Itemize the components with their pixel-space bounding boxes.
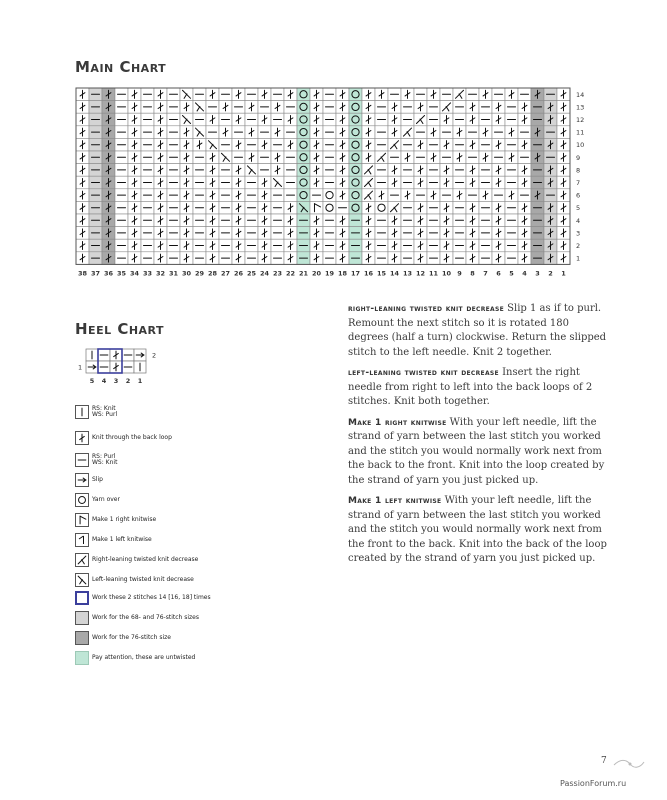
chart-cell: [297, 88, 310, 101]
column-number: 15: [376, 269, 387, 278]
knit-icon: [75, 405, 89, 419]
legend-item: [75, 533, 152, 547]
legend-label: RS: Purl WS: Knit: [92, 452, 118, 466]
legend-item: [75, 573, 194, 587]
chart-cell: [375, 201, 388, 214]
column-number: 2: [125, 377, 131, 385]
row-number: 13: [576, 103, 585, 112]
legend-item: [75, 513, 156, 527]
column-number: 4: [522, 269, 527, 278]
chart-cell: [297, 176, 310, 189]
column-number: 3: [535, 269, 540, 278]
legend-label: Left-leaning twisted knit decrease: [92, 575, 194, 583]
chart-cell: [297, 126, 310, 139]
row-number: 3: [576, 229, 581, 238]
column-number: 28: [207, 269, 218, 278]
gray-icon: [75, 631, 89, 645]
column-number: 30: [181, 269, 192, 278]
column-number: 20: [311, 269, 322, 278]
column-number: 12: [415, 269, 426, 278]
column-number: 32: [155, 269, 166, 278]
row-number: 7: [576, 179, 581, 187]
legend-label: Work for the 76-stitch size: [92, 633, 171, 641]
ornament-flourish: [612, 757, 646, 771]
heel-chart: [0, 340, 200, 390]
column-number: 19: [324, 269, 335, 278]
column-number: 22: [285, 269, 296, 278]
column-number: 21: [298, 269, 309, 278]
chart-cell: [349, 138, 362, 151]
legend-label: RS: Knit WS: Purl: [92, 404, 118, 418]
column-number: 16: [363, 269, 374, 278]
column-number: 1: [561, 269, 566, 278]
chart-cell: [297, 189, 310, 202]
chart-cell: [349, 88, 362, 101]
chart-cell: [349, 126, 362, 139]
chart-cell: [310, 201, 323, 214]
chart-cell: [297, 113, 310, 126]
column-number: 5: [509, 269, 514, 278]
chart-cell: [349, 176, 362, 189]
chart-cell: [297, 164, 310, 177]
column-number: 24: [259, 269, 270, 278]
legend-item: [75, 611, 199, 625]
column-number: 10: [441, 269, 452, 278]
slip-icon: [75, 473, 89, 487]
row-number: 1: [576, 254, 581, 263]
legend-item: [75, 631, 171, 645]
legend-item: [75, 493, 120, 507]
chart-cell: [349, 189, 362, 202]
column-number: 36: [103, 269, 114, 278]
mint-icon: [75, 651, 89, 665]
legend-item: [75, 591, 211, 605]
instruction-lltd: left-leaning twisted knit decrease Insert the right needle from right to left into the back loops of 2 stitches. Knit both together.: [348, 367, 593, 407]
column-number: 9: [457, 269, 462, 278]
row-number: 6: [576, 191, 581, 200]
column-number: 1: [137, 377, 143, 385]
legend-label: Work these 2 stitches 14 [16, 18] times: [92, 593, 211, 601]
legend-label: Pay attention, these are untwisted: [92, 653, 196, 661]
instruction-m1r: Make 1 right knitwise With your left needle, lift the strand of yarn between the last stitch you worked and the stitch you would normally work next from the back to the front. Knit into the loop created by the strand of yarn you just picked up.: [348, 416, 605, 486]
column-number: 31: [168, 269, 179, 278]
legend-label: Slip: [92, 475, 103, 483]
chart-cell: [349, 113, 362, 126]
row-number: 2: [576, 242, 581, 250]
lightgray-icon: [75, 611, 89, 625]
legend-item: [75, 473, 103, 487]
legend-item: [75, 453, 117, 467]
legend-item: [75, 405, 117, 419]
heel-chart-title: Heel Chart: [75, 320, 165, 338]
column-number: 27: [220, 269, 231, 278]
column-number: 23: [272, 269, 283, 278]
chart-cell: [323, 201, 336, 214]
column-number: 25: [246, 269, 257, 278]
lltd-icon: [75, 573, 89, 587]
column-number: 37: [90, 269, 101, 278]
column-number: 35: [116, 269, 127, 278]
legend-label: Yarn over: [92, 495, 120, 503]
instruction-m1l: Make 1 left knitwise With your left needle, lift the strand of yarn between the last stitch you worked and the stitch you would normally work next from the front to the back. Knit into the back of the loop created by the strand of yarn you just picked up.: [348, 495, 607, 564]
column-number: 29: [194, 269, 205, 278]
legend-label: Make 1 left knitwise: [92, 535, 152, 543]
column-number: 11: [428, 269, 439, 278]
m1r-icon: [75, 513, 89, 527]
column-number: 14: [389, 269, 400, 278]
chart-cell: [349, 151, 362, 164]
m1l-icon: [75, 533, 89, 547]
row-number: 14: [576, 90, 585, 99]
chart-cell: [349, 201, 362, 214]
main-chart-title: Main Chart: [75, 58, 167, 76]
column-number: 38: [77, 269, 88, 278]
column-number: 34: [129, 269, 140, 278]
chart-cell: [349, 164, 362, 177]
legend-item: [75, 553, 198, 567]
repeat-icon: [75, 591, 89, 605]
instruction-rltd: right-leaning twisted knit decrease Slip 1 as if to purl. Remount the next stitch so it is rotated 180 degrees (half a turn) clockwise. Return the slipped stitch to the left needle. Knit 2 together.: [348, 303, 607, 358]
column-number: 4: [101, 377, 107, 385]
instructions-panel: [348, 302, 610, 573]
row-number: 11: [576, 128, 585, 137]
column-number: 5: [89, 377, 95, 385]
row-number: 2: [152, 351, 157, 360]
column-number: 18: [337, 269, 348, 278]
chart-cell: [297, 101, 310, 114]
chart-cell: [323, 189, 336, 202]
yo-icon: [75, 493, 89, 507]
legend-label: Make 1 right knitwise: [92, 515, 157, 523]
legend-label: Right-leaning twisted knit decrease: [92, 555, 199, 563]
purl-icon: [75, 453, 89, 467]
column-number: 3: [113, 377, 119, 385]
legend-item: [75, 431, 172, 445]
watermark: PassionForum.ru: [560, 779, 627, 788]
page-number: 7: [601, 756, 607, 766]
row-number: 8: [576, 166, 581, 175]
row-number: 1: [78, 363, 83, 372]
main-chart: [0, 0, 667, 300]
chart-cell: [349, 101, 362, 114]
chart-cell: [297, 151, 310, 164]
chart-cell: [297, 138, 310, 151]
column-number: 17: [350, 269, 361, 278]
column-number: 33: [142, 269, 153, 278]
legend-label: Knit through the back loop: [92, 433, 172, 441]
rltd-icon: [75, 553, 89, 567]
column-number: 8: [470, 269, 475, 278]
row-number: 5: [576, 204, 581, 213]
tbl-icon: [75, 431, 89, 445]
column-number: 6: [496, 269, 501, 278]
row-number: 12: [576, 116, 585, 124]
column-number: 13: [402, 269, 413, 278]
column-number: 2: [548, 269, 553, 278]
legend-item: [75, 651, 195, 665]
row-number: 4: [576, 216, 581, 225]
row-number: 9: [576, 153, 581, 162]
column-number: 7: [483, 269, 488, 278]
row-number: 10: [576, 141, 585, 150]
legend-label: Work for the 68- and 76-stitch sizes: [92, 613, 199, 621]
column-number: 26: [233, 269, 244, 278]
